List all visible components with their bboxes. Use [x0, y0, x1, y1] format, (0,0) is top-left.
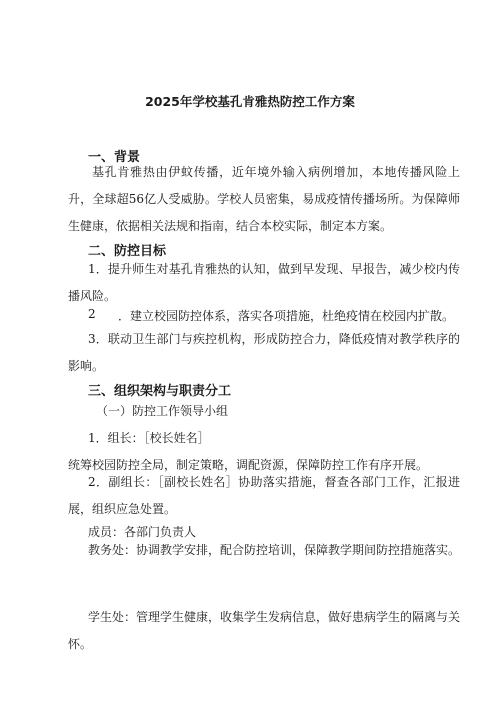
- goal-item-2-number: 2: [88, 307, 96, 321]
- goal-item-1: 1．提升师生对基孔肯雅热的认知，做到早发现、早报告，减少校内传播风险。: [68, 262, 460, 303]
- goal-item-2-text: ．建立校园防控体系，落实各项措施，杜绝疫情在校园内扩散。: [118, 309, 455, 323]
- leader-line: 1．组长：［校长姓名］: [88, 431, 210, 445]
- section-heading-organization: 三、组织架构与职责分工: [88, 384, 232, 399]
- subsection-leading-group: （一）防控工作领导小组: [96, 404, 229, 418]
- section-heading-background: 一、背景: [88, 150, 141, 165]
- section-heading-goals: 二、防控目标: [88, 244, 167, 259]
- members-line: 成员：各部门负责人: [88, 525, 197, 539]
- background-paragraph: 基孔肯雅热由伊蚊传播，近年境外输入病例增加，本地传播风险上升，全球超56亿人受威胁。学校人员密集，易成疫情传播场所。为保障师生健康，依据相关法规和指南，结合本校实际，制定本方案。: [68, 165, 460, 233]
- document-title: 2025年学校基孔肯雅热防控工作方案: [145, 94, 355, 109]
- goal-item-3: 3．联动卫生部门与疾控机构，形成防控合力，降低疫情对教学秩序的影响。: [68, 332, 460, 373]
- student-affairs-paragraph: 学生处：管理学生健康，收集学生发病信息，做好患病学生的隔离与关怀。: [68, 610, 461, 651]
- deputy-leader-paragraph: 2．副组长：［副校长姓名］协助落实措施，督查各部门工作，汇报进展，组织应急处置。: [68, 475, 460, 516]
- leader-duty: 统筹校园防控全局，制定策略，调配资源，保障防控工作有序开展。: [68, 458, 429, 472]
- academic-affairs-paragraph: 教务处：协调教学安排，配合防控培训，保障教学期间防控措施落实。: [88, 543, 461, 557]
